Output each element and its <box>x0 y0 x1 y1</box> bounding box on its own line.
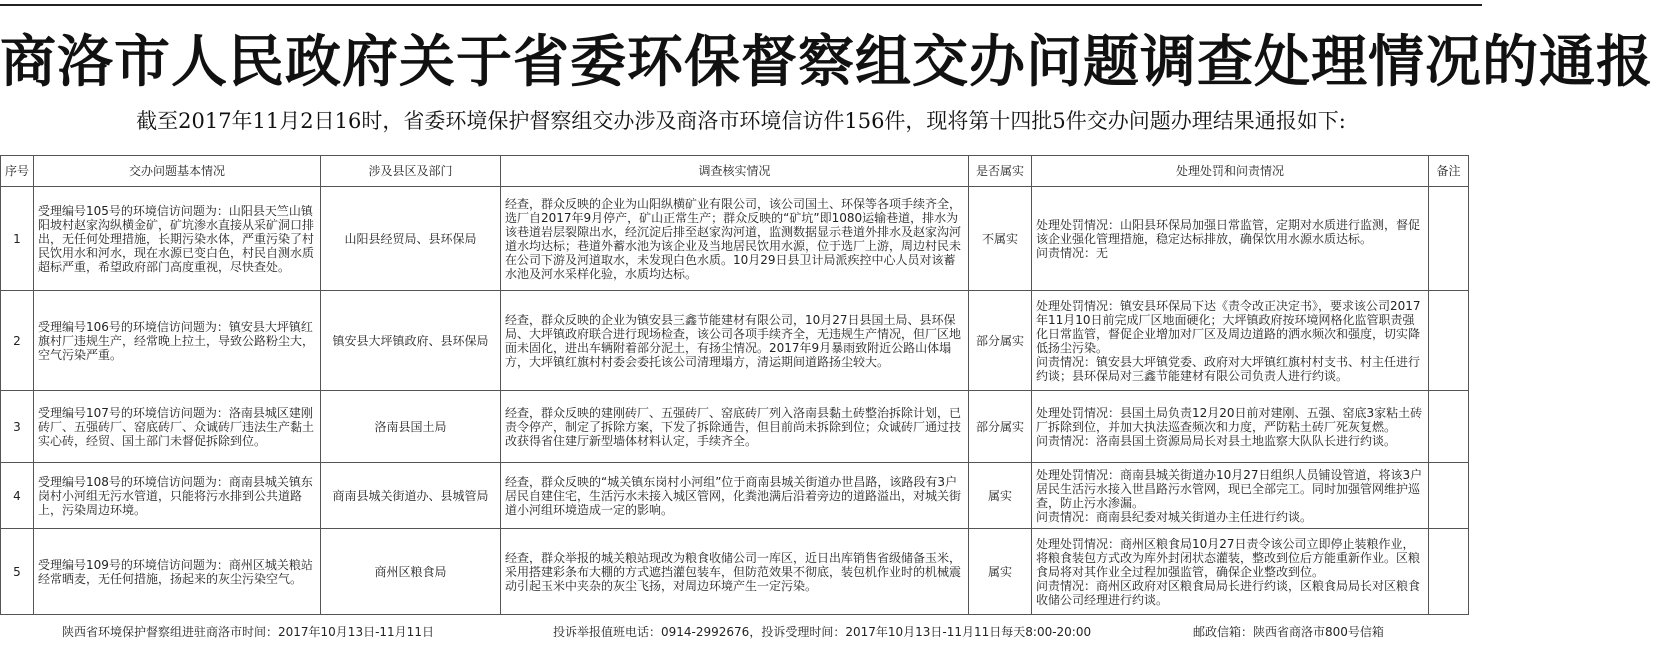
header-valid: 是否属实 <box>969 156 1032 187</box>
cell-handling: 处理处罚情况：镇安县环保局下达《责令改正决定书》，要求该公司2017年11月10日前完成厂区地面硬化；大坪镇政府按环境网格化监管职责强化日常监管，督促企业增加对厂区及周边道路的洒水频次和强度，切实降低扬尘污染。 问责情况：镇安县大坪镇党委、政府对大坪镇红旗村村支书、村主任进行约谈；县环保局对三鑫节能建材有限公司负责人进行约谈。 <box>1032 291 1429 391</box>
cell-dept: 镇安县大坪镇政府、县环保局 <box>321 291 501 391</box>
cell-finding: 经查，群众反映的“城关镇东岗村小河组”位于商南县城关街道办世昌路，该路段有3户居民自建住宅，生活污水未接入城区管网，化粪池满后沿着旁边的道路溢出，对城关街道小河组环境造成一定的影响。 <box>501 463 969 529</box>
cell-note <box>1429 291 1469 391</box>
cell-finding: 经查，群众反映的建刚砖厂、五强砖厂、窑底砖厂列入洛南县黏土砖整治拆除计划，已责令停产，制定了拆除方案，下发了拆除通告，但目前尚未拆除到位；众诚砖厂通过技改获得省住建厅新型墙体材料认定，手续齐全。 <box>501 391 969 463</box>
cell-dept: 山阳县经贸局、县环保局 <box>321 187 501 291</box>
cell-note <box>1429 463 1469 529</box>
cell-issue: 受理编号108号的环境信访问题为：商南县城关镇东岗村小河组无污水管道，只能将污水排到公共道路上，污染周边环境。 <box>34 463 321 529</box>
header-no: 序号 <box>1 156 34 187</box>
cell-handling: 处理处罚情况：山阳县环保局加强日常监管，定期对水质进行监测，督促该企业强化管理措施，稳定达标排放，确保饮用水源水质达标。 问责情况：无 <box>1032 187 1429 291</box>
table-row <box>1 187 1469 291</box>
cell-valid: 部分属实 <box>969 291 1032 391</box>
cell-valid: 属实 <box>969 463 1032 529</box>
cell-issue: 受理编号107号的环境信访问题为：洛南县城区建刚砖厂、五强砖厂、窑底砖厂、众诚砖厂违法生产黏土实心砖，经贸、国土部门未督促拆除到位。 <box>34 391 321 463</box>
cell-note <box>1429 529 1469 615</box>
cell-note <box>1429 391 1469 463</box>
cell-valid: 属实 <box>969 529 1032 615</box>
footer-mailbox: 邮政信箱：陕西省商洛市800号信箱 <box>1193 625 1384 639</box>
cell-note <box>1429 187 1469 291</box>
footer-hotline: 投诉举报值班电话：0914-2992676，投诉受理时间：2017年10月13日-11月11日每天8:00-20:00 <box>553 625 1092 639</box>
cell-no: 1 <box>1 187 34 291</box>
cell-finding: 经查，群众反映的企业为山阳纵横矿业有限公司，该公司国土、环保等各项手续齐全，选厂自2017年9月停产，矿山正常生产；群众反映的“矿坑”即1080运输巷道，排水为该巷道岩层裂隙出水，经沉淀后排至赵家沟河道，监测数据显示巷道外排水及赵家沟河道水均达标；巷道外蓄水池为该企业及当地居民饮用水源，位于选厂上游，周边村民未在公司下游及河道取水，未发现白色水质。10月29日县卫计局派疾控中心人员对该蓄水池及河水采样化验，水质均达标。 <box>501 187 969 291</box>
cell-handling: 处理处罚情况：商南县城关街道办10月27日组织人员铺设管道，将该3户居民生活污水接入世昌路污水管网，现已全部完工。同时加强管网维护巡查，防止污水渗漏。 问责情况：商南县纪委对城关街道办主任进行约谈。 <box>1032 463 1429 529</box>
top-rule <box>0 4 1482 6</box>
cell-no: 3 <box>1 391 34 463</box>
cell-dept: 洛南县国土局 <box>321 391 501 463</box>
intro-paragraph: 截至2017年11月2日16时，省委环境保护督察组交办涉及商洛市环境信访件156件，现将第十四批5件交办问题办理结果通报如下: <box>136 109 1346 133</box>
cell-dept: 商州区粮食局 <box>321 529 501 615</box>
table-row <box>1 391 1469 463</box>
cell-finding: 经查，群众反映的企业为镇安县三鑫节能建材有限公司，10月27日县国土局、县环保局、大坪镇政府联合进行现场检查，该公司各项手续齐全，无违规生产情况，但厂区地面未固化，进出车辆附着部分泥土，有扬尘情况。2017年9月暴雨致附近公路山体塌方，大坪镇红旗村村委会委托该公司清理塌方，清运期间道路扬尘较大。 <box>501 291 969 391</box>
cell-handling: 处理处罚情况：县国土局负责12月20日前对建刚、五强、窑底3家粘土砖厂拆除到位，并加大执法巡查频次和力度，严防粘土砖厂死灰复燃。 问责情况：洛南县国土资源局局长对县土地监察大队队长进行约谈。 <box>1032 391 1429 463</box>
cell-issue: 受理编号105号的环境信访问题为：山阳县天竺山镇阳坡村赵家沟纵横金矿，矿坑渗水直接从采矿洞口排出，无任何处理措施，长期污染水体，严重污染了村民饮用水和河水，现在水源已变白色，村民自测水质超标严重，希望政府部门高度重视，尽快查处。 <box>34 187 321 291</box>
cell-no: 5 <box>1 529 34 615</box>
table-row <box>1 291 1469 391</box>
cell-no: 2 <box>1 291 34 391</box>
table-row <box>1 529 1469 615</box>
header-handling: 处理处罚和问责情况 <box>1032 156 1429 187</box>
cell-handling: 处理处罚情况：商州区粮食局10月27日责令该公司立即停止装粮作业，将粮食装包方式改为库外封闭状态灌装，整改到位后方能重新作业。区粮食局将对其作业全过程加强监管，确保企业整改到位。 问责情况：商州区政府对区粮食局局长进行约谈，区粮食局局长对区粮食收储公司经理进行约谈。 <box>1032 529 1429 615</box>
table-row <box>1 463 1469 529</box>
header-issue: 交办问题基本情况 <box>34 156 321 187</box>
cell-finding: 经查，群众举报的城关粮站现改为粮食收储公司一库区，近日出库销售省级储备玉米，采用搭建彩条布大棚的方式遮挡灌包装车，但防范效果不彻底，装包机作业时的机械震动引起玉米中夹杂的灰尘飞扬，对周边环境产生一定污染。 <box>501 529 969 615</box>
cell-valid: 部分属实 <box>969 391 1032 463</box>
cell-dept: 商南县城关街道办、县城管局 <box>321 463 501 529</box>
report-table <box>0 155 1469 615</box>
table-header-row <box>1 156 1469 187</box>
cell-no: 4 <box>1 463 34 529</box>
header-dept: 涉及县区及部门 <box>321 156 501 187</box>
cell-issue: 受理编号106号的环境信访问题为：镇安县大坪镇红旗村厂违规生产，经常晚上拉土，导致公路粉尘大，空气污染严重。 <box>34 291 321 391</box>
footer-stationing-time: 陕西省环境保护督察组进驻商洛市时间：2017年10月13日-11月11日 <box>62 625 434 639</box>
header-note: 备注 <box>1429 156 1469 187</box>
header-finding: 调查核实情况 <box>501 156 969 187</box>
cell-issue: 受理编号109号的环境信访问题为：商州区城关粮站经常晒麦，无任何措施，扬起来的灰尘污染空气。 <box>34 529 321 615</box>
cell-valid: 不属实 <box>969 187 1032 291</box>
page-title: 商洛市人民政府关于省委环保督察组交办问题调查处理情况的通报 <box>0 30 1653 95</box>
